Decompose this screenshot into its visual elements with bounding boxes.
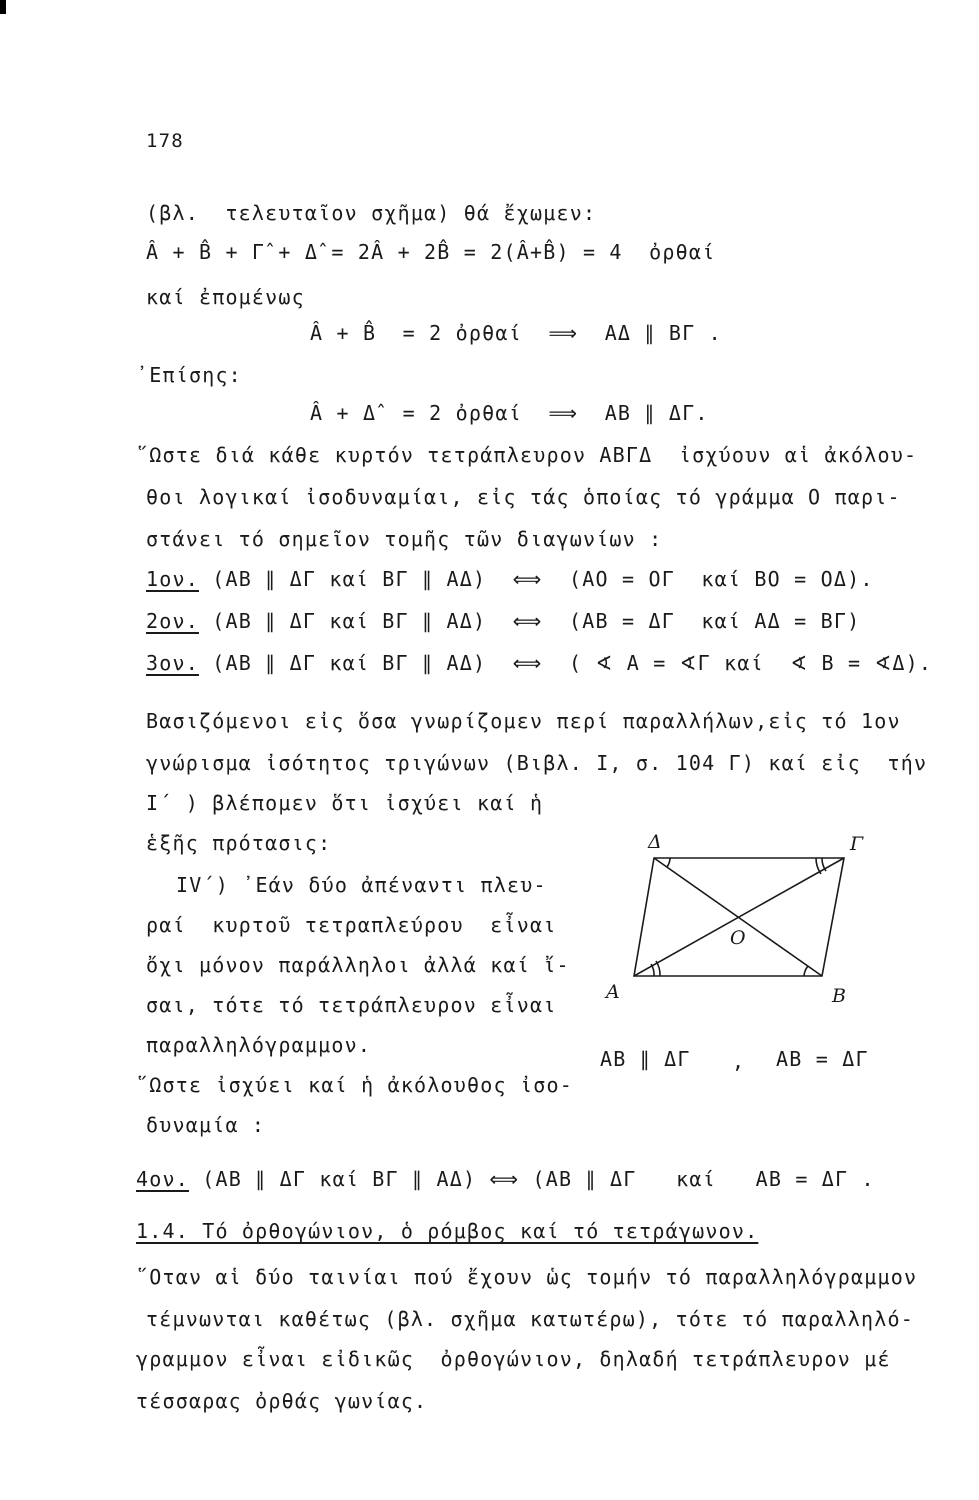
text-line: καί ἐπομένως [146,285,305,309]
angle-arc-g2 [822,858,826,871]
item-label: 1ον. [146,567,199,591]
figure-caption-equal: ΑΒ = ΔΓ [776,1047,869,1071]
text-line: ῞Ωστε διά κάθε κυρτόν τετράπλευρον ΑΒΓΔ ἰσχύουν αἱ ἀκόλου- [136,443,918,467]
text-line: τέσσαρας ὀρθάς γωνίας. [136,1389,428,1413]
equivalence-2 [146,608,926,634]
equivalence-text: (ΑΒ ∥ ΔΓ καί ΒΓ ∥ ΑΔ) ⟺ ( ∢ Α = ∢Γ καί ∢ Β = ∢Δ). [198,651,933,675]
vertex-label-gamma: Γ [850,833,864,855]
proposition-iv: IV΄) ᾿Εάν δύο ἀπέναντι πλευ- [176,873,547,897]
item-label: 4ον. [136,1167,189,1191]
text-line: στάνει τό σημεῖον τομῆς τῶν διαγωνίων : [146,527,663,551]
text-line: ἑξῆς πρότασις: [146,831,332,855]
text-line: Βασιζόμενοι εἰς ὅσα γνωρίζομεν περί παραλλήλων,εἰς τό 1ον [146,709,901,733]
angle-arc-d [667,858,670,867]
math-line: Â + B̂ + Γ̂ + Δ̂ = 2Â + 2B̂ = 2(Â+B̂) = 4 ὀρθαί [146,240,716,264]
vertex-label-beta: Β [832,985,846,1007]
angle-arc-a2 [656,961,660,976]
text-line: σαι, τότε τό τετράπλευρον εἶναι [146,993,557,1017]
scan-corner-mark [0,0,6,14]
text-line: γραμμον εἶναι εἰδικῶς ὀρθογώνιον, δηλαδή τετράπλευρον μέ [136,1347,891,1371]
text-line: (βλ. τελευταῖον σχῆμα) θά ἔχωμεν: [146,201,597,225]
text-line: ὄχι μόνον παράλληλοι ἀλλά καί ἴ- [146,953,570,977]
figure-caption-parallel: ΑΒ ∥ ΔΓ [600,1047,691,1071]
page-number: 178 [146,130,184,152]
text-line: θοι λογικαί ἰσοδυναμίαι, εἰς τάς ὁποίας τό γράμμα Ο παρι- [146,485,901,509]
equivalence-3 [146,650,936,676]
figure-caption-separator: , [732,1049,746,1073]
text-line: I΄ ) βλέπομεν ὅτι ἰσχύει καί ἡ [146,791,544,815]
text-line: δυναμία : [146,1113,266,1137]
vertex-label-delta: Δ [648,831,662,853]
text-line: τέμνωνται καθέτως (βλ. σχῆμα κατωτέρω), τότε τό παραλληλό- [146,1307,914,1331]
text-line: γνώρισμα ἰσότητος τριγώνων (Βιβλ. I, σ. 104 Γ) καί εἰς τήν [146,751,928,775]
equivalence-1 [146,566,926,592]
equivalence-text: (ΑΒ ∥ ΔΓ καί ΒΓ ∥ ΑΔ) ⟺ (ΑΒ ∥ ΔΓ καί ΑΒ = ΔΓ . [188,1167,875,1191]
math-line: Â + Δ̂ = 2 ὀρθαί ⟹ ΑΒ ∥ ΔΓ. [310,401,709,425]
equivalence-text: (ΑΒ ∥ ΔΓ καί ΒΓ ∥ ΑΔ) ⟺ (ΑΒ = ΔΓ καί ΑΔ = ΒΓ) [198,609,861,633]
equivalence-text: (ΑΒ ∥ ΔΓ καί ΒΓ ∥ ΑΔ) ⟺ (ΑΟ = ΟΓ καί ΒΟ = ΟΔ). [198,567,874,591]
diagonal-ga [634,858,844,976]
vertex-label-alpha: Α [606,981,620,1003]
parallelogram-figure [598,830,888,1080]
item-label: 2ον. [146,609,199,633]
text-line: ῞Οταν αἱ δύο ταινίαι πού ἔχουν ὡς τομήν τό παραλληλόγραμμον [136,1265,918,1289]
section-heading: 1.4. Τό ὀρθογώνιον, ὁ ρόμβος καί τό τετράγωνον. [136,1219,759,1243]
text-line: ραί κυρτοῦ τετραπλεύρου εἶναι [146,913,557,937]
angle-arc-b [804,966,808,976]
item-label: 3ον. [146,651,199,675]
text-line: ῞Ωστε ἰσχύει καί ἡ ἀκόλουθος ἰσο- [136,1073,573,1097]
text-line: ᾿Επίσης: [136,363,242,387]
text-line: παραλληλόγραμμον. [146,1033,372,1057]
center-label-o: Ο [730,927,746,949]
math-line: Â + B̂ = 2 ὀρθαί ⟹ ΑΔ ∥ ΒΓ . [310,321,722,345]
equivalence-4 [136,1166,926,1192]
